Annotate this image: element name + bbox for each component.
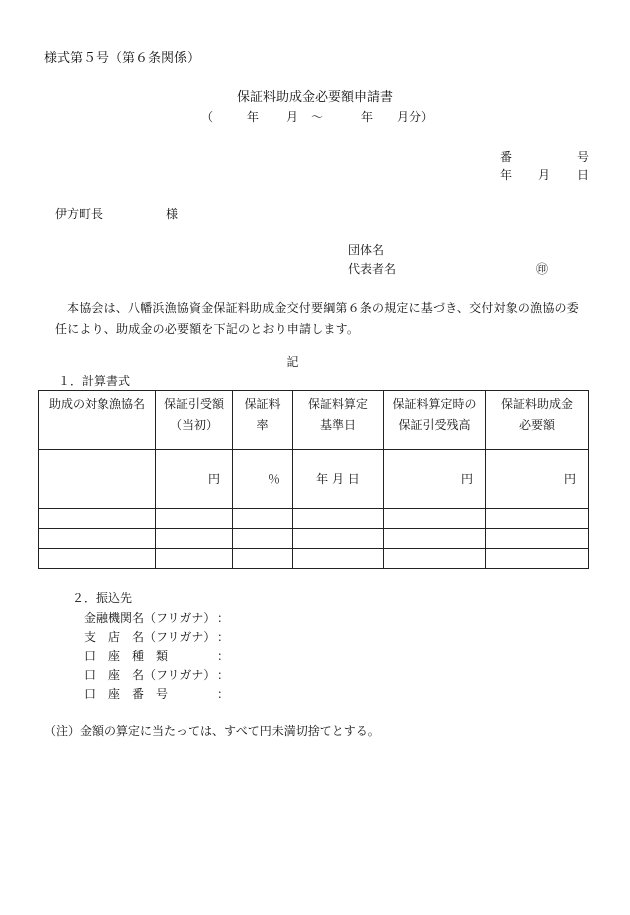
form-number: 様式第５号（第６条関係） xyxy=(44,51,201,66)
footnote: （注）金額の算定に当たっては、すべて円未満切捨てとする。 xyxy=(44,724,380,738)
cooperative-name-cell[interactable] xyxy=(39,450,156,509)
account-type-label: 口 座 種 類 xyxy=(84,649,169,663)
column-header: 保証料 率 xyxy=(233,391,293,450)
organization-label: 団体名 xyxy=(348,243,385,257)
table-cell[interactable] xyxy=(486,529,589,549)
account-holder-label: 口 座 名（フリガナ） xyxy=(84,668,216,682)
section2-title: ２．振込先 xyxy=(72,591,133,605)
ki-heading: 記 xyxy=(286,355,299,369)
branch-name-colon: ： xyxy=(217,630,230,644)
column-header: 保証料算定時の 保証引受残高 xyxy=(384,391,486,450)
guarantee-rate-cell[interactable]: ％ xyxy=(233,450,293,509)
table-cell[interactable] xyxy=(486,549,589,569)
addressee-name: 伊方町長 xyxy=(55,207,104,221)
section1-title: １．計算書式 xyxy=(58,374,131,388)
calculation-table xyxy=(38,390,589,569)
table-cell[interactable] xyxy=(156,509,233,529)
seal-mark: ㊞ xyxy=(536,262,549,276)
table-cell[interactable] xyxy=(293,549,384,569)
table-cell[interactable] xyxy=(486,509,589,529)
table-cell[interactable] xyxy=(39,509,156,529)
period-tilde: ～ xyxy=(311,110,324,124)
table-cell[interactable] xyxy=(233,509,293,529)
table-row xyxy=(39,549,589,569)
account-number-label: 口 座 番 号 xyxy=(84,687,169,701)
reference-number-suffix: 号 xyxy=(577,150,590,164)
date-day-label: 日 xyxy=(577,168,590,182)
period-month-start: 月 xyxy=(286,110,299,124)
account-holder-colon: ： xyxy=(217,668,230,682)
date-month-label: 月 xyxy=(538,168,551,182)
table-cell[interactable] xyxy=(384,509,486,529)
bank-name-label: 金融機関名（フリガナ） xyxy=(84,611,216,625)
table-cell[interactable] xyxy=(156,549,233,569)
table-cell[interactable] xyxy=(233,529,293,549)
account-type-colon: ： xyxy=(217,649,230,663)
date-year-label: 年 xyxy=(500,168,513,182)
remaining-balance-cell[interactable]: 円 xyxy=(384,450,486,509)
table-cell[interactable] xyxy=(293,529,384,549)
bank-name-colon: ： xyxy=(217,611,230,625)
table-cell[interactable] xyxy=(293,509,384,529)
reference-number-label: 番 xyxy=(500,150,513,164)
table-cell[interactable] xyxy=(233,549,293,569)
application-statement: 本協会は、八幡浜漁協資金保証料助成金交付要綱第６条の規定に基づき、交付対象の漁協の委任により、助成金の必要額を下記のとおり申請します。 xyxy=(55,301,579,336)
period-open-paren: （ xyxy=(201,110,214,124)
table-cell[interactable] xyxy=(39,529,156,549)
base-date-cell[interactable]: 年 月 日 xyxy=(293,450,384,509)
page-title: 保証料助成金必要額申請書 xyxy=(236,90,393,105)
guarantee-amount-cell[interactable]: 円 xyxy=(156,450,233,509)
table-cell[interactable] xyxy=(384,549,486,569)
column-header: 保証引受額 （当初） xyxy=(156,391,233,450)
table-row xyxy=(39,509,589,529)
representative-label: 代表者名 xyxy=(348,262,397,276)
period-month-end: 月分） xyxy=(397,110,434,124)
column-header: 助成の対象漁協名 xyxy=(39,391,156,450)
table-header-row xyxy=(39,391,589,450)
addressee-honorific: 様 xyxy=(166,207,179,221)
table-cell[interactable] xyxy=(384,529,486,549)
table-cell[interactable] xyxy=(156,529,233,549)
table-row xyxy=(39,529,589,549)
account-number-colon: ： xyxy=(217,687,230,701)
table-row xyxy=(39,450,589,509)
period-year-end: 年 xyxy=(361,110,374,124)
table-cell[interactable] xyxy=(39,549,156,569)
subsidy-amount-cell[interactable]: 円 xyxy=(486,450,589,509)
branch-name-label: 支 店 名（フリガナ） xyxy=(84,630,216,644)
period-year-start: 年 xyxy=(247,110,260,124)
column-header: 保証料助成金 必要額 xyxy=(486,391,589,450)
column-header: 保証料算定 基準日 xyxy=(293,391,384,450)
